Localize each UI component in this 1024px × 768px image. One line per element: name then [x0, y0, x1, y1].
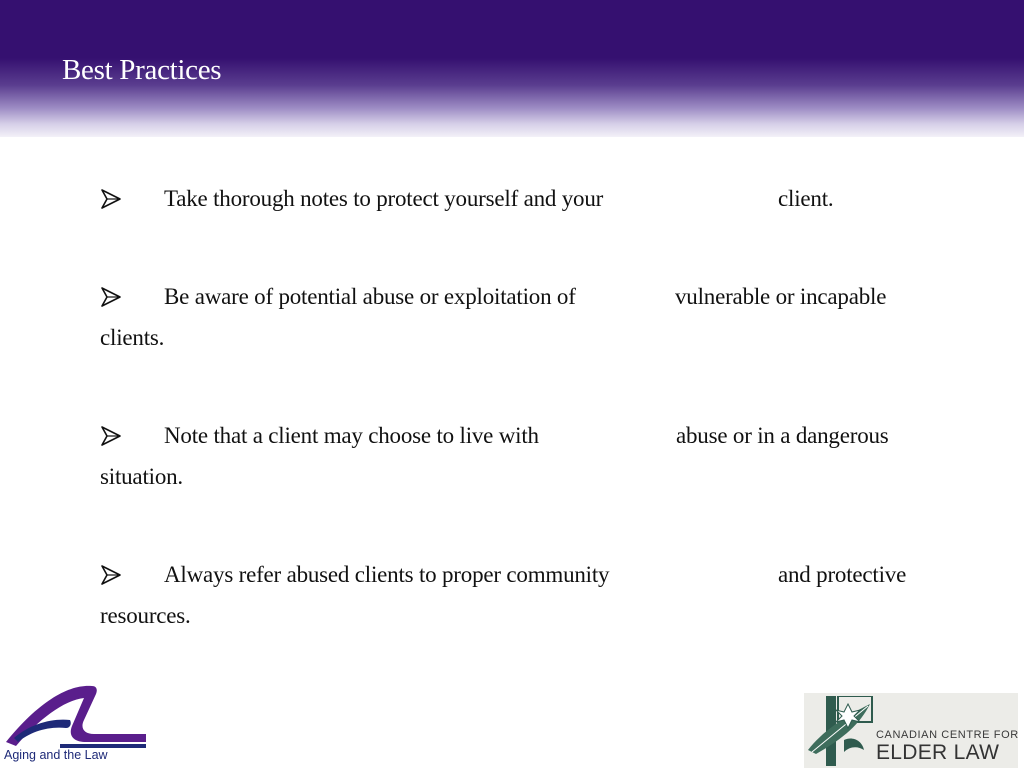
arrow-bullet-icon — [100, 564, 122, 586]
bullet-text: situation. — [100, 464, 183, 489]
arrow-bullet-icon — [100, 286, 122, 308]
aging-and-the-law-label: Aging and the Law — [4, 748, 108, 762]
bullet-text: clients. — [100, 325, 165, 350]
bullet-text: Be aware of potential abuse or exploitation of — [164, 284, 576, 309]
leaf-emblem-icon — [808, 696, 874, 766]
bullet-text: Take thorough notes to protect yourself and your — [164, 186, 604, 211]
bullet-item — [100, 186, 940, 226]
bullet-text: vulnerable or incapable — [675, 284, 887, 309]
arrow-bullet-icon — [100, 425, 122, 447]
arrow-bullet-icon — [100, 188, 122, 210]
bullet-item — [100, 284, 940, 360]
logo-line-2: ELDER LAW — [876, 741, 1000, 764]
bullet-item — [100, 562, 940, 638]
bullet-text: abuse or in a dangerous — [676, 423, 889, 448]
bullet-text: and protective — [778, 562, 907, 587]
bullet-item — [100, 423, 940, 499]
bullet-text: resources. — [100, 603, 191, 628]
bullet-text: Note that a client may choose to live with — [164, 423, 539, 448]
canadian-centre-for-elder-law-logo — [804, 693, 1018, 768]
slide-title: Best Practices — [62, 54, 222, 86]
bullet-text: Always refer abused clients to proper community — [164, 562, 610, 587]
bullet-text: client. — [778, 186, 834, 211]
logo-line-1: CANADIAN CENTRE FOR — [876, 729, 1019, 741]
